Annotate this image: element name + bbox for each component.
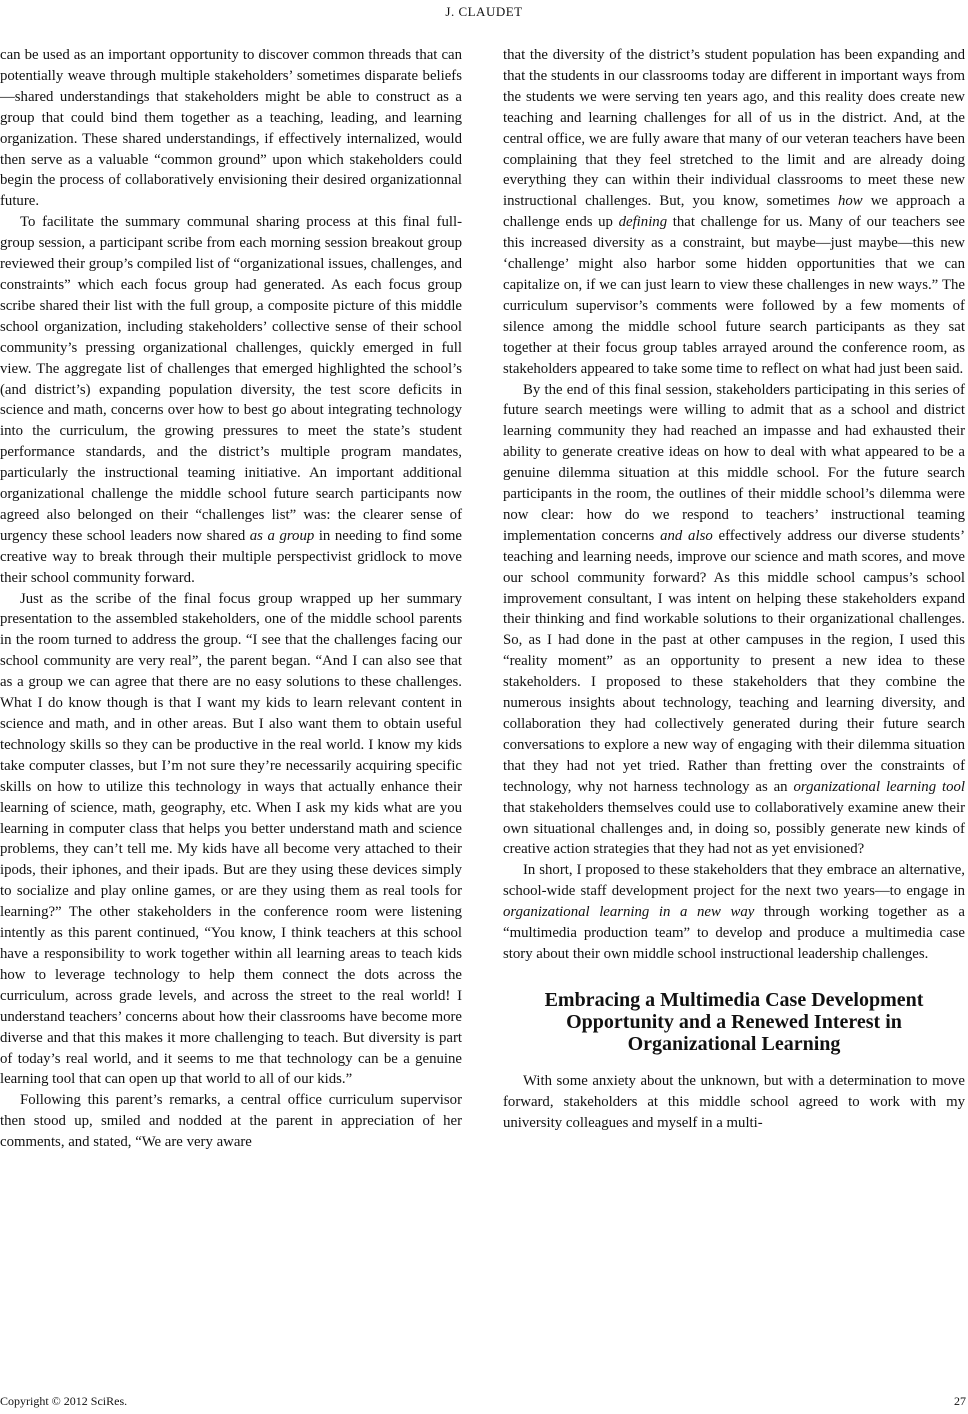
left-column	[0, 45, 462, 1153]
paragraph: With some anxiety about the unknown, but with a determination to move forward, stakeholders at this middle school agreed to work with my university colleagues and myself in a multi-	[503, 1072, 965, 1131]
emphasis: organizational learning in a new way	[503, 904, 755, 921]
right-column	[503, 45, 965, 1134]
page-number: 27	[954, 1394, 966, 1408]
emphasis: defining	[618, 214, 668, 231]
paragraph	[503, 860, 965, 965]
emphasis: organizational learning tool	[793, 778, 965, 795]
text-run: that challenge for us. Many of our teachers see this increased diversity as a constraint, but maybe—just maybe—this new ‘challenge’ might also harbor some hidden opportunities that we can capitalize on, if we can just learn to view these challenges in new ways.” The curriculum supervisor’s comments were followed by a few moments of silence among the middle school future search participants as they sat together at their focus group tables arrayed around the conference room, as stakeholders appeared to take some time to reflect on what had just been said.	[503, 214, 965, 377]
emphasis: how	[837, 193, 863, 210]
text-run: that the diversity of the district’s student population has been expanding and that the students in our classrooms today are different in important ways from the students we were serving ten years ago, and this reality does create new teaching and learning challenges for all of us in the district. And, at the central office, we are fully aware that many of our veteran teachers have been complaining that they feel stretched to the limit and are already doing everything they can within their individual classrooms to meet these new instructional challenges. But, you know, sometimes	[503, 47, 965, 210]
text-run: we approach a challenge ends up	[503, 193, 965, 231]
copyright-notice: Copyright © 2012 SciRes.	[0, 1394, 128, 1408]
text-run: that stakeholders themselves could use to collaboratively examine anew their own situational challenges and, in doing so, possibly generate new kinds of creative action strategies that they had not as yet envisioned?	[503, 799, 965, 858]
text-run: To facilitate the summary communal sharing process at this final full-group session, a participant scribe from each morning session breakout group reviewed their group’s compiled list of “organizational issues, challenges, and constraints” which each focus group had generated. As each focus group scribe shared their list with the full group, a composite picture of this middle school organization, including stakeholders’ collective sense of their school community’s pressing organizational challenges, quickly emerged in full view. The aggregate list of challenges that emerged highlighted the school’s (and district’s) expanding population diversity, the test score deficits in science and math, concerns over how to best go about integrating technology into the curriculum, the growing pressures to meet the state’s student performance standards, and the district’s multiple program mandates, particularly the instructional teaming initiative. An important additional organizational challenge the middle school future search participants now agreed also belonged on their “challenges list” was: the clearer sense of urgency these school leaders now shared	[0, 214, 462, 544]
text-run: through working together as a “multimedia production team” to develop and produce a multimedia case story about their own middle school instructional leadership challenges.	[503, 904, 965, 962]
emphasis: as a group	[249, 527, 315, 544]
emphasis: and also	[660, 527, 713, 544]
text-run: By the end of this final session, stakeholders participating in this series of future search meetings were willing to admit that as a school and district learning community they had reached an impasse and had exhausted their ability to generate creative ideas on how to deal with what appeared to be a genuine dilemma situation at this middle school. For the future search participants in the room, the outlines of their middle school’s dilemma were now clear: how do we respond to teachers’ instructional teaming implementation concerns	[503, 381, 965, 544]
running-head: J. CLAUDET	[445, 4, 523, 19]
text-run: in needing to find some creative way to break through their multiple perspectivist gridlock to move their school community forward.	[0, 527, 462, 586]
paragraph: can be used as an important opportunity to discover common threads that can potentially weave through multiple stakeholders’ sometimes disparate beliefs—shared understandings that stakeholders might be able to construct as a group that could bind them together as a teaching, leading, and learning organization. These shared understandings, if effectively internalized, would then serve as a valuable “common ground” upon which stakeholders could begin the process of collaboratively envisioning their desired organizationnal future.	[0, 47, 462, 210]
paragraph	[0, 212, 462, 588]
paragraph: Following this parent’s remarks, a central office curriculum supervisor then stood up, smiled and nodded at the parent in appreciation of her comments, and stated, “We are very aware	[0, 1092, 462, 1151]
text-run: effectively address our diverse students’ teaching and learning needs, improve our science and math scores, and move our school community forward? As this middle school campus’s school improvement consultant, I was intent on helping these stakeholders expand their thinking and find workable solutions to their organizational challenges. So, as I had done in the past at other campuses in the region, I used this “reality moment” as an opportunity to present a new idea to these stakeholders. I proposed to these stakeholders that they combine the numerous insights about technology, teaching and learning diversity, and collaboration they had collectively generated during their future search conversations to explore a new way of engaging with their dilemma situation that they had not yet tried. Rather than fretting over the constraints of technology, why not harness technology as an	[503, 527, 965, 795]
paragraph: Just as the scribe of the final focus group wrapped up her summary presentation to the assembled stakeholders, one of the middle school parents in the room turned to address the group. “I see that the challenges facing our school community are very real”, the parent began. “And I can also see that as a group we can agree that there are no easy solutions to these challenges. What I do know though is that I want my kids to learn relevant content in science and math, and in other areas. But I also want them to obtain useful technology skills so they can be productive in the real world. I know my kids take computer classes, but I’m not sure they’re necessarily acquiring specific skills on how to utilize this technology in ways that actually enhance their learning of science, math, geography, etc. When I ask my kids what are you learning in computer class that helps you better understand math and science problems, they can’t tell me. My kids have all become very attached to their ipods, their iphones, and their ipads. But are they using these devices simply to socialize and play online games, or are they using them as real tools for learning?” The other stakeholders in the conference room were listening intently as this parent continued, “You know, I think teachers at this school have a responsibility to work together within all learning areas to teach kids how to leverage technology to help them connect the dots across the curriculum, across grade levels, and across the street to the real world! I understand teachers’ concerns about how their classrooms have become more diverse and that this makes it more challenging to teach. But diversity is part of today’s real world, and it seems to me that technology can be a genuine learning tool that can open up that world to all of our kids.”	[0, 590, 462, 1088]
text-run: In short, I proposed to these stakeholders that they embrace an alternative, school-wide staff development project for the next two years—to engage in	[503, 862, 965, 900]
paragraph	[503, 45, 965, 380]
section-heading: Embracing a Multimedia Case Development Opportunity and a Renewed Interest in Organizational Learning	[544, 988, 924, 1055]
paragraph	[503, 380, 965, 861]
